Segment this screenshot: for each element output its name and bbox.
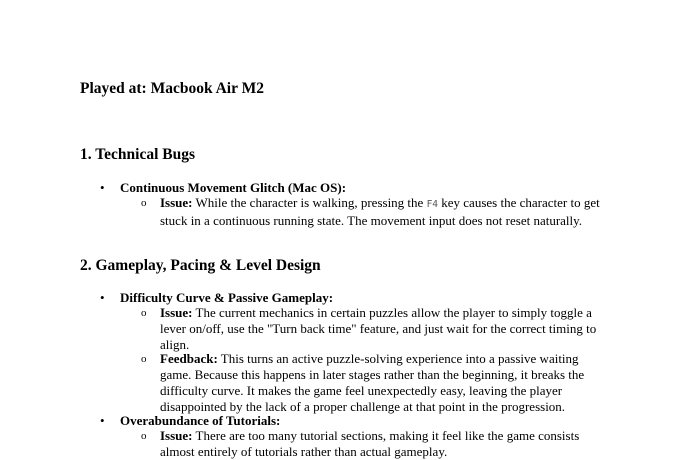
section-title-gameplay: 2. Gameplay, Pacing & Level Design xyxy=(80,257,321,274)
sub-item-label: Issue: xyxy=(160,305,193,320)
sub-item-text xyxy=(160,351,600,415)
sub-item-label: Issue: xyxy=(160,428,193,443)
played-at-heading: Played at: Macbook Air M2 xyxy=(80,80,264,97)
list-item xyxy=(100,180,347,196)
circle-bullet-icon: o xyxy=(141,430,147,442)
list-item-heading: Continuous Movement Glitch (Mac OS): xyxy=(120,180,347,195)
sub-item-text xyxy=(160,305,600,353)
list-item-heading: Difficulty Curve & Passive Gameplay: xyxy=(120,290,334,305)
circle-bullet-icon: o xyxy=(141,197,147,209)
circle-bullet-icon: o xyxy=(141,353,147,365)
sub-item-label: Feedback: xyxy=(160,351,218,366)
list-item-heading: Overabundance of Tutorials: xyxy=(120,413,281,428)
sub-item-post: key causes the character to get stuck in a continuous running state. The movement input does not reset naturally. xyxy=(160,195,600,228)
sub-item-body: There are too many tutorial sections, making it feel like the game consists almost entirely of tutorials rather than actual gameplay. xyxy=(160,428,580,459)
section-title-technical-bugs: 1. Technical Bugs xyxy=(80,146,195,163)
sub-item-text xyxy=(160,428,600,460)
sub-item-text xyxy=(160,195,600,229)
list-item xyxy=(100,290,334,306)
circle-bullet-icon: o xyxy=(141,307,147,319)
sub-item-body: The current mechanics in certain puzzles allow the player to simply toggle a lever on/off, use the "Turn back time" feature, and just wait for the correct timing to align. xyxy=(160,305,597,352)
bullet-icon: • xyxy=(100,290,105,305)
sub-item-pre: While the character is walking, pressing the xyxy=(192,195,427,210)
sub-item-body: This turns an active puzzle-solving experience into a passive waiting game. Because this happens in later stages rather than the beginning, it breaks the difficulty curve. It makes the game feel unexpectedly easy, leaving the player disappointed by the lack of a proper challenge at that point in the progression. xyxy=(160,351,585,414)
bullet-icon: • xyxy=(100,413,105,428)
list-item xyxy=(100,413,281,429)
sub-item-label: Issue: xyxy=(160,195,193,210)
key-code: F4 xyxy=(426,199,439,210)
bullet-icon: • xyxy=(100,180,105,195)
